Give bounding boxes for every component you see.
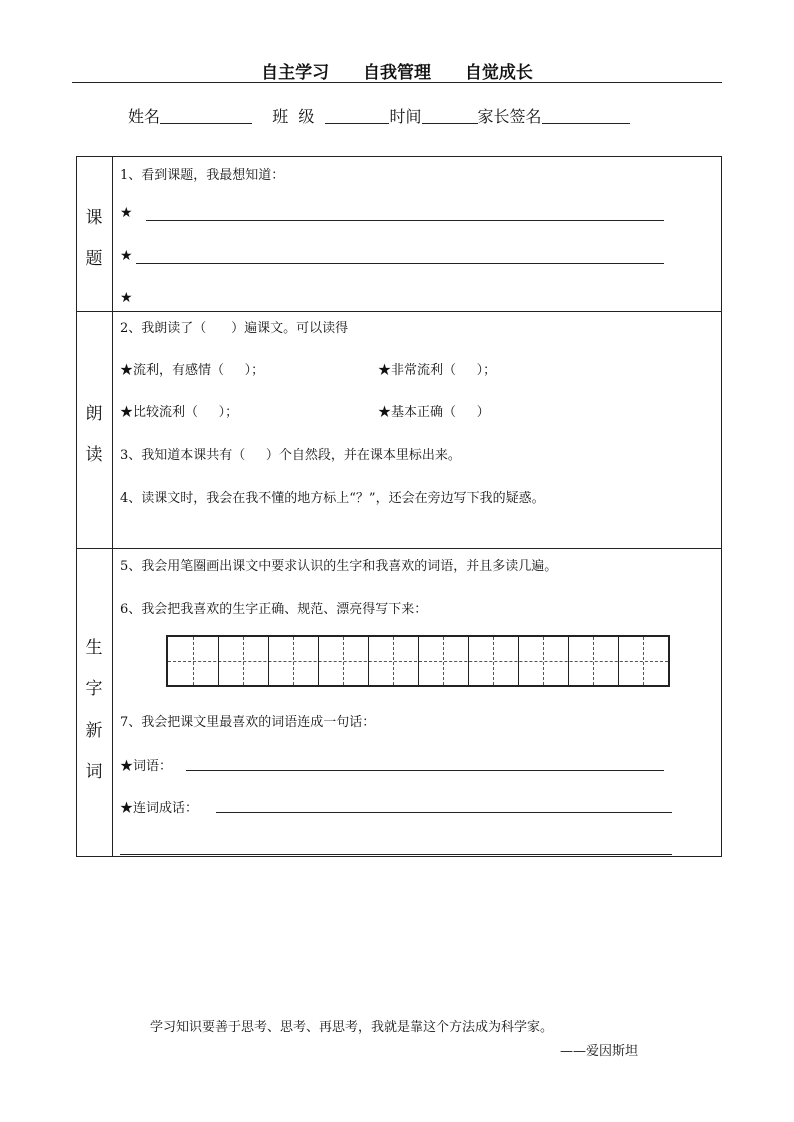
grid-cell-border bbox=[418, 637, 419, 685]
question-4: 4、读课文时，我会在我不懂的地方标上“？”，还会在旁边写下我的疑惑。 bbox=[120, 491, 545, 506]
header-rule bbox=[72, 82, 722, 83]
name-field[interactable] bbox=[160, 107, 252, 124]
question-1: 1、看到课题，我最想知道： bbox=[120, 168, 285, 183]
class-field[interactable] bbox=[325, 107, 389, 124]
name-label: 姓名 bbox=[128, 107, 161, 126]
star-icon: ★ bbox=[120, 205, 133, 221]
grid-cell-guide bbox=[393, 637, 394, 685]
grid-cell-guide bbox=[193, 637, 194, 685]
grid-cell-border bbox=[468, 637, 469, 685]
side-label-words-1: 生 bbox=[85, 638, 103, 658]
answer-line-2[interactable] bbox=[136, 263, 664, 264]
time-label: 时间 bbox=[389, 107, 422, 126]
grid-cell-guide bbox=[493, 637, 494, 685]
option-basically-correct: ★基本正确（ ） bbox=[378, 405, 490, 420]
question-2: 2、我朗读了（ ）遍课文。可以读得 bbox=[120, 321, 349, 336]
side-label-topic-1: 课 bbox=[85, 208, 103, 228]
side-column-divider bbox=[112, 156, 113, 857]
side-label-topic-2: 题 bbox=[85, 249, 103, 269]
student-info-row bbox=[128, 104, 630, 127]
question-7: 7、我会把课文里最喜欢的词语连成一句话： bbox=[120, 715, 376, 730]
question-3: 3、我知道本课共有（ ）个自然段，并在课本里标出来。 bbox=[120, 448, 461, 463]
title-self-growth: 自觉成长 bbox=[464, 63, 533, 83]
sentence-label: ★连词成话： bbox=[120, 801, 199, 816]
question-5: 5、我会用笔圈画出课文中要求认识的生字和我喜欢的词语，并且多读几遍。 bbox=[120, 559, 558, 574]
time-field[interactable] bbox=[422, 107, 478, 124]
section-divider-topic bbox=[76, 311, 722, 312]
page-title bbox=[0, 58, 794, 83]
side-label-words-3: 新 bbox=[85, 721, 103, 741]
words-answer-line[interactable] bbox=[186, 770, 664, 771]
side-label-reading-2: 读 bbox=[85, 445, 103, 465]
answer-line-1[interactable] bbox=[146, 220, 664, 221]
grid-cell-guide bbox=[293, 637, 294, 685]
parent-signature-label: 家长签名 bbox=[477, 107, 542, 126]
parent-signature-field[interactable] bbox=[542, 107, 630, 124]
grid-cell-guide bbox=[443, 637, 444, 685]
grid-cell-border bbox=[568, 637, 569, 685]
footer-quote: 学习知识要善于思考、思考、再思考，我就是靠这个方法成为科学家。 bbox=[150, 1020, 554, 1035]
grid-cell-border bbox=[318, 637, 319, 685]
star-icon: ★ bbox=[120, 248, 133, 264]
grid-cell-guide bbox=[643, 637, 644, 685]
grid-cell-border bbox=[618, 637, 619, 685]
side-label-words-4: 词 bbox=[85, 762, 103, 782]
title-self-management: 自我管理 bbox=[363, 63, 431, 83]
grid-cell-guide bbox=[243, 637, 244, 685]
side-label-words-2: 字 bbox=[85, 679, 103, 699]
grid-cell-guide bbox=[593, 637, 594, 685]
option-very-fluent: ★非常流利（ ）； bbox=[378, 363, 497, 378]
side-label-reading-1: 朗 bbox=[85, 404, 103, 424]
class-label: 班 级 bbox=[272, 107, 315, 126]
section-divider-reading bbox=[76, 548, 722, 549]
sentence-answer-line[interactable] bbox=[216, 812, 672, 813]
grid-cell-border bbox=[368, 637, 369, 685]
option-fluent-emotional: ★流利，有感情（ ）； bbox=[120, 363, 265, 378]
question-6: 6、我会把我喜欢的生字正确、规范、漂亮得写下来： bbox=[120, 602, 428, 617]
title-self-study: 自主学习 bbox=[261, 63, 330, 83]
grid-cell-guide bbox=[343, 637, 344, 685]
grid-cell-border bbox=[268, 637, 269, 685]
star-icon: ★ bbox=[120, 290, 133, 306]
option-fairly-fluent: ★比较流利（ ）； bbox=[120, 405, 239, 420]
writing-grid[interactable] bbox=[166, 635, 670, 687]
grid-cell-border bbox=[518, 637, 519, 685]
worksheet-table bbox=[76, 156, 722, 857]
sentence-answer-line-2[interactable] bbox=[120, 854, 672, 855]
footer-quote-author: ——爱因斯坦 bbox=[560, 1044, 639, 1059]
words-label: ★词语： bbox=[120, 759, 173, 774]
grid-cell-guide bbox=[543, 637, 544, 685]
grid-cell-border bbox=[218, 637, 219, 685]
